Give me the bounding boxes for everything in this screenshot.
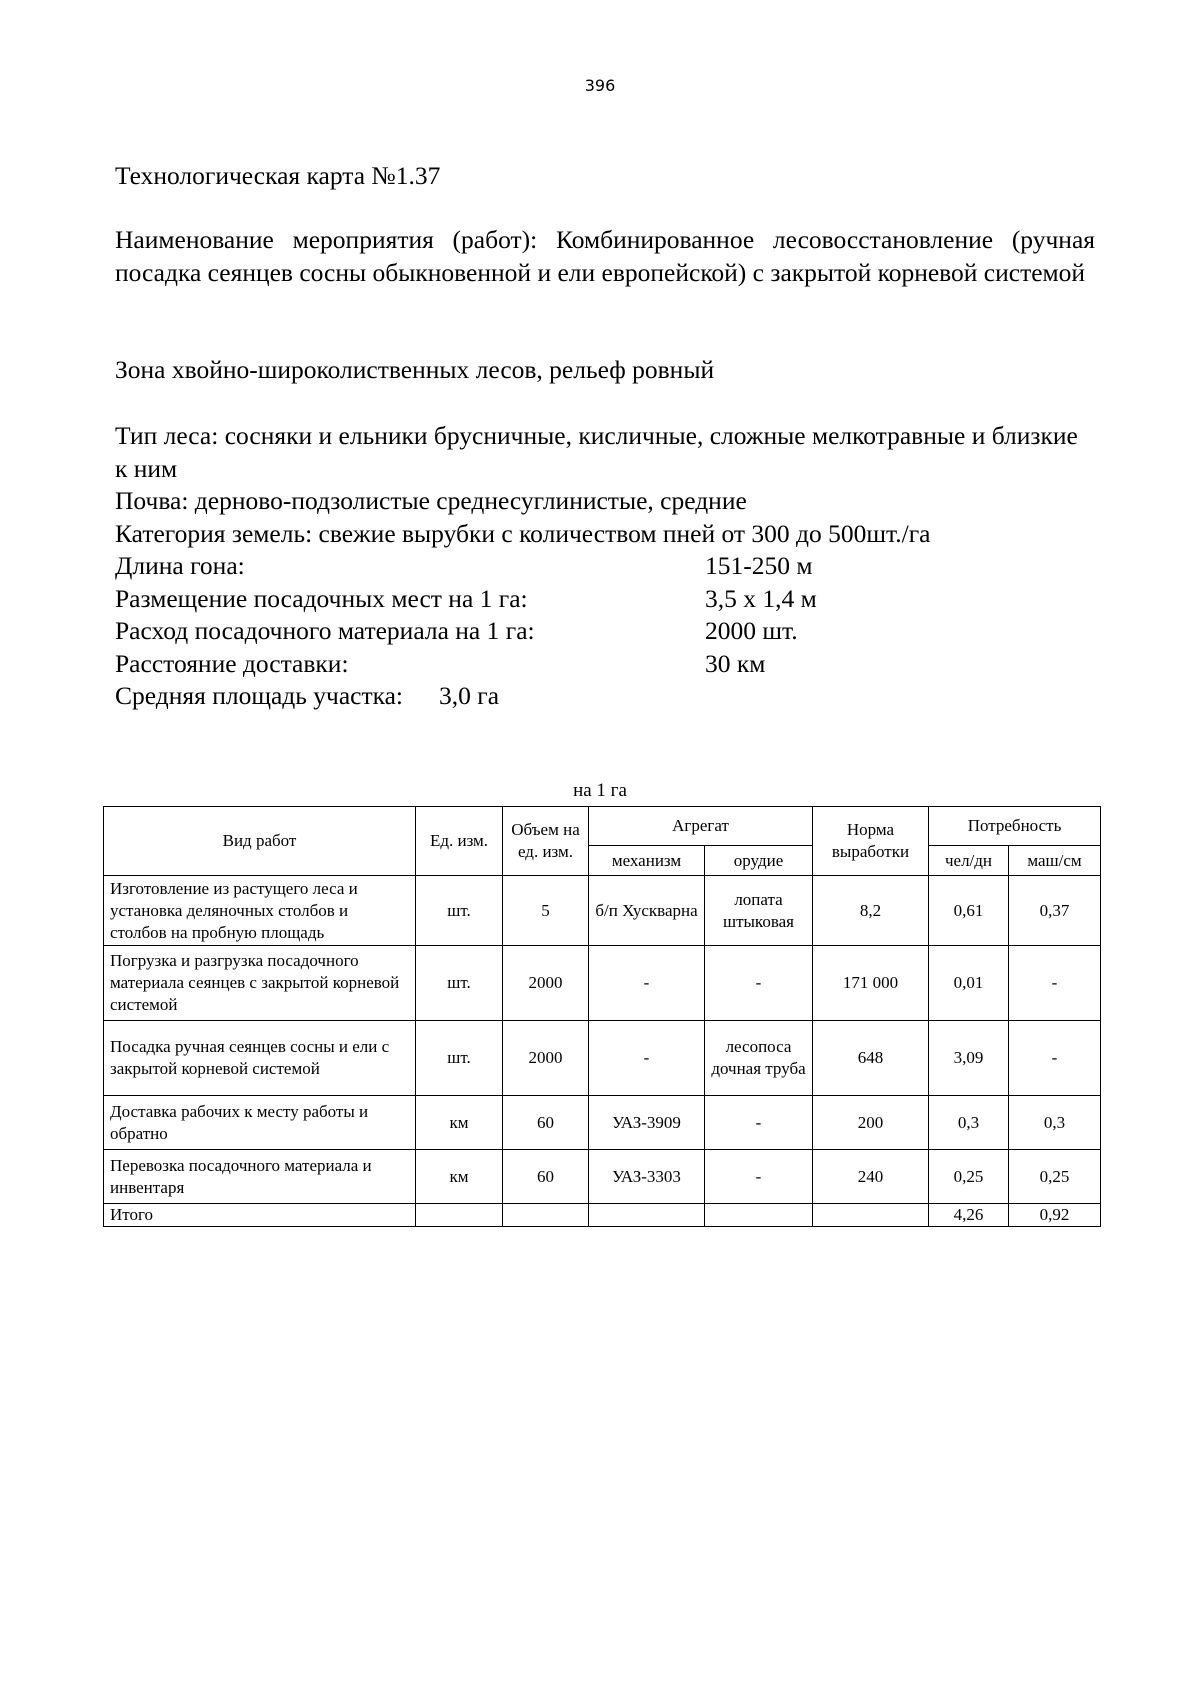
cell-volume: 2000 xyxy=(503,1021,589,1096)
header-person-days: чел/дн xyxy=(929,846,1009,876)
param-row xyxy=(115,648,1095,681)
cell-work: Доставка рабочих к месту работы и обратно xyxy=(104,1096,416,1150)
cell-machine-shifts: 0,25 xyxy=(1009,1150,1101,1204)
cell-person-days: 0,01 xyxy=(929,946,1009,1021)
header-unit: Ед. изм. xyxy=(416,807,503,876)
cell-machine-shifts: 0,3 xyxy=(1009,1096,1101,1150)
activity-name: Наименование мероприятия (работ): Комбинированное лесовосстановление (ручная посадка сеянцев сосны обыкновенной и ели европейской) с закрытой корневой системой xyxy=(115,225,1095,287)
cell-person-days: 0,25 xyxy=(929,1150,1009,1204)
land-category: Категория земель: свежие вырубки с количеством пней от 300 до 500шт./га xyxy=(115,518,931,548)
empty-cell xyxy=(589,1204,705,1227)
total-machine-shifts: 0,92 xyxy=(1009,1204,1101,1227)
header-machine-shifts: маш/см xyxy=(1009,846,1101,876)
cell-tool: лопата штыковая xyxy=(705,876,813,946)
forest-zone: Зона хвойно-широколиственных лесов, рельеф ровный xyxy=(115,355,715,384)
avg-area-value: 3,0 га xyxy=(439,681,500,710)
cell-person-days: 0,3 xyxy=(929,1096,1009,1150)
cell-mechanism: УАЗ-3303 xyxy=(589,1150,705,1204)
cell-tool: - xyxy=(705,1150,813,1204)
empty-cell xyxy=(503,1204,589,1227)
cell-norm: 8,2 xyxy=(813,876,929,946)
param-value: 30 км xyxy=(705,648,766,678)
cell-person-days: 3,09 xyxy=(929,1021,1009,1096)
cell-volume: 60 xyxy=(503,1150,589,1204)
param-row xyxy=(115,583,1095,616)
table-row xyxy=(104,1150,1101,1204)
unit-note: на 1 га xyxy=(573,780,627,801)
param-label: Размещение посадочных мест на 1 га: xyxy=(115,583,528,613)
cell-mechanism: - xyxy=(589,946,705,1021)
work-table xyxy=(103,806,1101,1227)
header-need: Потребность xyxy=(929,807,1101,846)
empty-cell xyxy=(705,1204,813,1227)
header-tool: орудие xyxy=(705,846,813,876)
param-value: 3,5 х 1,4 м xyxy=(705,583,817,613)
cell-work: Посадка ручная сеянцев сосны и ели с закрытой корневой системой xyxy=(104,1021,416,1096)
cell-unit: км xyxy=(416,1150,503,1204)
total-person-days: 4,26 xyxy=(929,1204,1009,1227)
total-row xyxy=(104,1204,1101,1227)
cell-volume: 2000 xyxy=(503,946,589,1021)
avg-area-row xyxy=(115,680,1095,713)
param-label: Длина гона: xyxy=(115,551,245,580)
soil-type: Почва: дерново-подзолистые среднесуглинистые, средние xyxy=(115,486,747,515)
cell-tool: - xyxy=(705,1096,813,1150)
cell-work: Перевозка посадочного материала и инвентаря xyxy=(104,1150,416,1204)
cell-unit: шт. xyxy=(416,946,503,1021)
cell-mechanism: б/п Хускварна xyxy=(589,876,705,946)
table-row xyxy=(104,876,1101,946)
cell-unit: шт. xyxy=(416,876,503,946)
cell-mechanism: УАЗ-3909 xyxy=(589,1096,705,1150)
cell-volume: 5 xyxy=(503,876,589,946)
cell-unit: км xyxy=(416,1096,503,1150)
cell-norm: 648 xyxy=(813,1021,929,1096)
site-properties xyxy=(115,420,1095,713)
cell-machine-shifts: - xyxy=(1009,1021,1101,1096)
cell-person-days: 0,61 xyxy=(929,876,1009,946)
header-aggregate: Агрегат xyxy=(589,807,813,846)
document-title: Технологическая карта №1.37 xyxy=(115,161,441,190)
table-row xyxy=(104,1021,1101,1096)
cell-work: Погрузка и разгрузка посадочного материала сеянцев с закрытой корневой системой xyxy=(104,946,416,1021)
param-label: Расстояние доставки: xyxy=(115,648,349,678)
param-label: Расход посадочного материала на 1 га: xyxy=(115,616,535,645)
page-number: 396 xyxy=(584,76,616,95)
cell-tool: лесопоса дочная труба xyxy=(705,1021,813,1096)
cell-norm: 200 xyxy=(813,1096,929,1150)
header-volume: Объем на ед. изм. xyxy=(503,807,589,876)
param-value: 151-250 м xyxy=(705,551,813,580)
forest-type: Тип леса: сосняки и ельники брусничные, кисличные, сложные мелкотравные и близкие к ним xyxy=(115,421,1078,483)
cell-mechanism: - xyxy=(589,1021,705,1096)
header-work-type: Вид работ xyxy=(104,807,416,876)
avg-area-label: Средняя площадь участка: xyxy=(115,681,404,710)
table-row xyxy=(104,1096,1101,1150)
cell-work: Изготовление из растущего леса и установка деляночных столбов и столбов на пробную площадь xyxy=(104,876,416,946)
cell-machine-shifts: 0,37 xyxy=(1009,876,1101,946)
header-mechanism: механизм xyxy=(589,846,705,876)
cell-volume: 60 xyxy=(503,1096,589,1150)
param-row xyxy=(115,615,1095,648)
param-row xyxy=(115,550,1095,583)
cell-norm: 171 000 xyxy=(813,946,929,1021)
total-label: Итого xyxy=(104,1204,416,1227)
header-norm: Норма выработки xyxy=(813,807,929,876)
cell-tool: - xyxy=(705,946,813,1021)
cell-machine-shifts: - xyxy=(1009,946,1101,1021)
cell-unit: шт. xyxy=(416,1021,503,1096)
empty-cell xyxy=(813,1204,929,1227)
table-row xyxy=(104,946,1101,1021)
param-value: 2000 шт. xyxy=(705,616,798,645)
empty-cell xyxy=(416,1204,503,1227)
cell-norm: 240 xyxy=(813,1150,929,1204)
